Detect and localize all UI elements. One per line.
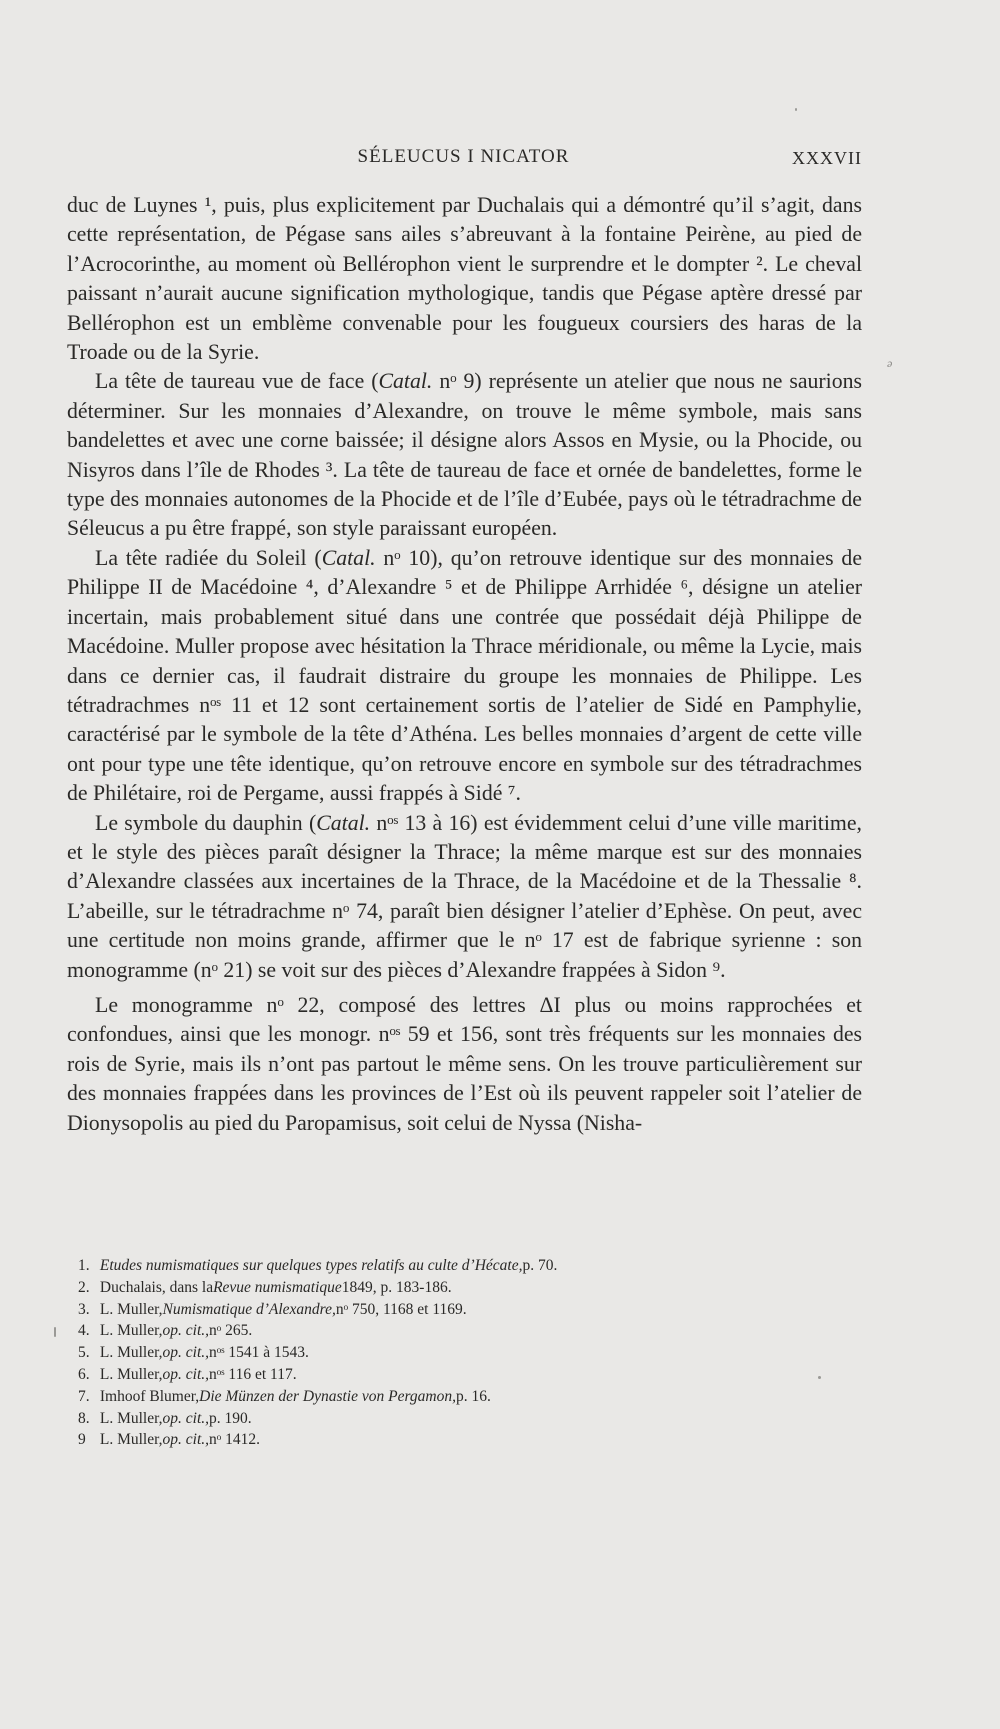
footnote: 9 L. Muller, op. cit., nᵒ 1412.: [78, 1431, 261, 1449]
page-number: XXXVII: [792, 148, 862, 168]
footnote: 2. Duchalais, dans la Revue numismatique 1849, p. 183-186.: [78, 1278, 452, 1296]
paragraph-4: Le symbole du dauphin (Catal. nᵒˢ 13 à 16) est évidemment celui d’une ville maritime, et le style des pièces paraît désigner la Thrace; la même marque est sur des monnaies d’Alexandre classées aux incertaines de la Thrace, de la Macédoine et de la Thessalie ⁸. L’abeille, sur le tétradrachme nᵒ 74, paraît bien désigner l’atelier d’Ephèse. On peut, avec une certitude non moins grande, affirmer que le nᵒ 17 est de fabrique syrienne : son monogramme (nᵒ 21) se voit sur des pièces d’Alexandre frappées à Sidon ⁹.: [67, 810, 862, 982]
footnotes: [78, 1255, 798, 1451]
paper-speck: [54, 1327, 56, 1337]
paragraph-5: Le monogramme nᵒ 22, composé des lettres ΔΙ plus ou moins rapprochées et confondues, ainsi que les monogr. nᵒˢ 59 et 156, sont très fréquents sur les monnaies des rois de Syrie, mais ils n’ont pas partout le même sens. On les trouve particulièrement sur des monnaies frappées dans les provinces de l’Est où ils peuvent rappeler soit l’atelier de Dionysopolis au pied du Paropamisus, soit celui de Nyssa (Nisha-: [67, 992, 862, 1135]
page-header: [65, 146, 862, 176]
paper-speck: [818, 1376, 821, 1379]
footnote: 4. L. Muller, op. cit., nᵒ 265.: [78, 1322, 253, 1340]
paragraph-2: La tête de taureau vue de face (Catal. nᵒ 9) représente un atelier que nous ne saurions déterminer. Sur les monnaies d’Alexandre, on trouve le même symbole, mais sans bandelettes et avec une corne baissée; il désigne alors Assos en Mysie, ou la Phocide, ou Nisyros dans l’île de Rhodes ³. La tête de taureau de face et ornée de bandelettes, forme le type des monnaies autonomes de la Phocide et de l’île d’Eubée, pays où le tétradrachme de Séleucus a pu être frappé, son style paraissant européen.: [67, 369, 863, 541]
footnote: 3. L. Muller, Numismatique d’Alexandre, nᵒ 750, 1168 et 1169.: [78, 1300, 467, 1318]
footnote: 8. L. Muller, op. cit., p. 190.: [78, 1409, 252, 1427]
paragraph-3: La tête radiée du Soleil (Catal. nᵒ 10), qu’on retrouve identique sur des monnaies de Philippe II de Macédoine ⁴, d’Alexandre ⁵ et de Philippe Arrhidée ⁶, désigne un atelier incertain, mais probablement situé dans une contrée que possédait déjà Philippe de Macédoine. Muller propose avec hésitation la Thrace méridionale, ou même la Lycie, mais dans ce dernier cas, il faudrait distraire du groupe les monnaies de Philippe. Les tétradrachmes nᵒˢ 11 et 12 sont certainement sortis de l’atelier de Sidé en Pamphylie, caractérisé par le symbole de la tête d’Athéna. Les belles monnaies d’argent de cette ville ont pour type une tête identique, qu’on retrouve encore en symbole sur des tétradrachmes de Philétaire, roi de Pergame, aussi frappés à Sidé ⁷.: [67, 545, 862, 806]
paper-speck: [795, 108, 797, 111]
margin-mark: ǝ: [887, 356, 893, 370]
footnote: 7. Imhoof Blumer, Die Münzen der Dynastie von Pergamon, p. 16.: [78, 1387, 491, 1405]
running-title: SÉLEUCUS I NICATOR: [357, 146, 570, 167]
footnote: 5. L. Muller, op. cit., nᵒˢ 1541 à 1543.: [78, 1344, 309, 1362]
footnote: 1. Etudes numismatiques sur quelques types relatifs au culte d’Hécate, p. 70.: [78, 1257, 558, 1274]
main-text: [67, 191, 862, 1138]
paragraph-1: duc de Luynes ¹, puis, plus explicitement par Duchalais qui a démontré qu’il s’agit, dans cette représentation, de Pégase sans ailes s’abreuvant à la fontaine Peirène, au pied de l’Acrocorinthe, au moment où Bellérophon vient le surprendre et le dompter ². Le cheval paissant n’aurait aucune signification mythologique, tandis que Pégase aptère dressé par Bellérophon est un emblème convenable pour les fougueux coursiers des haras de la Troade ou de la Syrie.: [67, 193, 862, 365]
footnote: 6. L. Muller, op. cit., nᵒˢ 116 et 117.: [78, 1365, 297, 1383]
